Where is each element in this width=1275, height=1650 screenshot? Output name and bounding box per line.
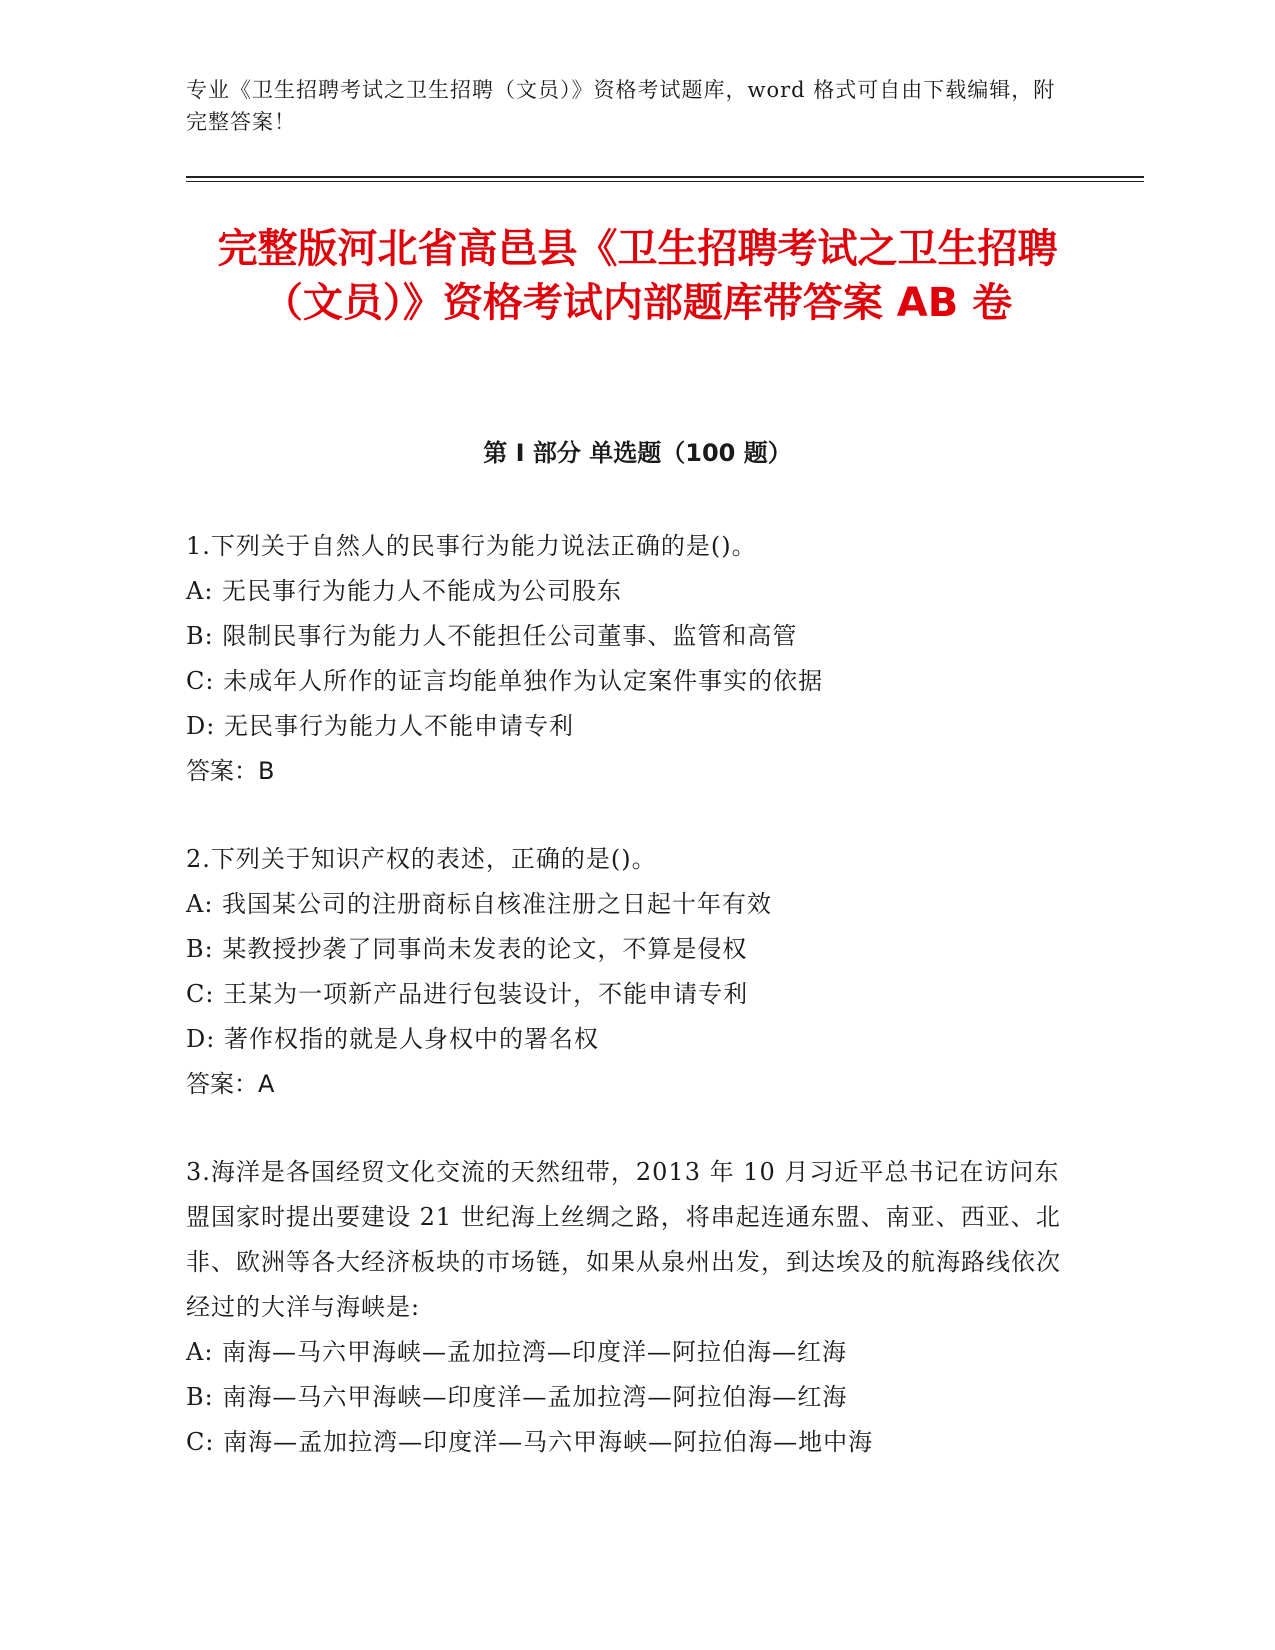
header-divider-thin bbox=[186, 181, 1144, 182]
question-3 bbox=[186, 1150, 1066, 1465]
option-d: D: 无民事行为能力人不能申请专利 bbox=[186, 712, 574, 740]
option-c: C: 未成年人所作的证言均能单独作为认定案件事实的依据 bbox=[186, 667, 824, 695]
option-a: A: 无民事行为能力人不能成为公司股东 bbox=[186, 577, 623, 605]
option-b: B: 南海—马六甲海峡—印度洋—孟加拉湾—阿拉伯海—红海 bbox=[186, 1383, 848, 1411]
option-a: A: 南海—马六甲海峡—孟加拉湾—印度洋—阿拉伯海—红海 bbox=[186, 1338, 848, 1366]
header-note: 专业《卫生招聘考试之卫生招聘（文员）》资格考试题库，word 格式可自由下载编辑，附完整答案！ bbox=[186, 78, 1056, 134]
option-b: B: 某教授抄袭了同事尚未发表的论文，不算是侵权 bbox=[186, 935, 748, 963]
header-divider-thick bbox=[186, 176, 1144, 178]
answer-line: 答案：A bbox=[186, 1070, 275, 1098]
question-1 bbox=[186, 524, 1066, 794]
option-a: A: 我国某公司的注册商标自核准注册之日起十年有效 bbox=[186, 890, 773, 918]
document-title: 完整版河北省高邑县《卫生招聘考试之卫生招聘（文员）》资格考试内部题库带答案 AB 卷 bbox=[217, 226, 1058, 326]
option-c: C: 王某为一项新产品进行包装设计，不能申请专利 bbox=[186, 980, 749, 1008]
question-stem: 2.下列关于知识产权的表述，正确的是()。 bbox=[186, 845, 657, 873]
option-b: B: 限制民事行为能力人不能担任公司董事、监管和高管 bbox=[186, 622, 798, 650]
question-stem: 3.海洋是各国经贸文化交流的天然纽带，2013 年 10 月习近平总书记在访问东盟国家时提出要建设 21 世纪海上丝绸之路，将串起连通东盟、南亚、西亚、北非、欧洲等各大经济板块的市场链，如果从泉州出发，到达埃及的航海路线依次经过的大洋与海峡是: bbox=[186, 1158, 1061, 1321]
option-d: D: 著作权指的就是人身权中的署名权 bbox=[186, 1025, 599, 1053]
section-heading: 第 I 部分 单选题（100 题） bbox=[483, 439, 792, 467]
option-c: C: 南海—孟加拉湾—印度洋—马六甲海峡—阿拉伯海—地中海 bbox=[186, 1428, 874, 1456]
answer-line: 答案：B bbox=[186, 757, 275, 785]
question-2 bbox=[186, 837, 1066, 1107]
question-stem: 1.下列关于自然人的民事行为能力说法正确的是()。 bbox=[186, 532, 757, 560]
